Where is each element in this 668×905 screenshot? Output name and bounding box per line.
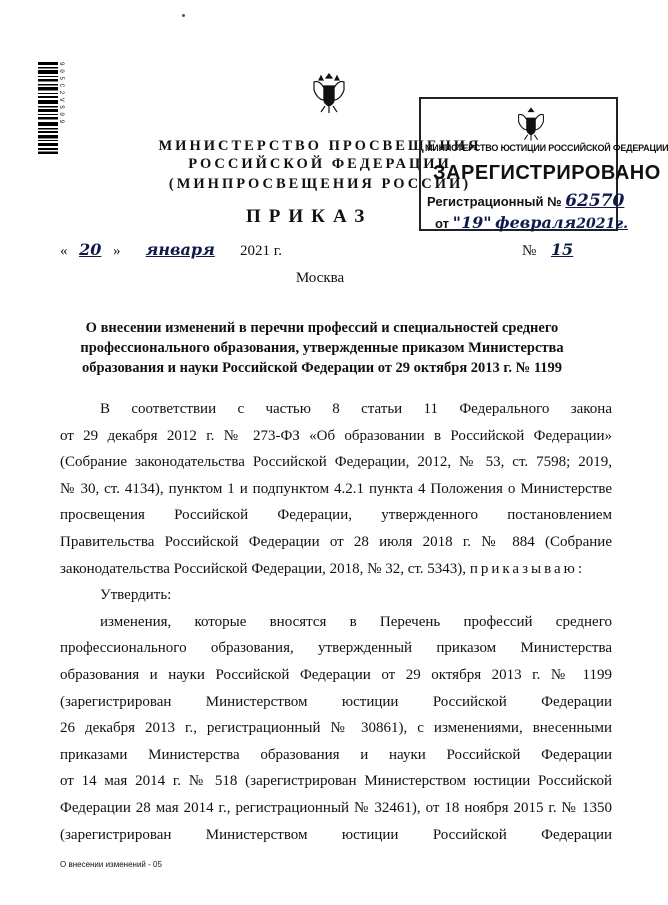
order-number-label: № [522, 243, 537, 259]
stamp-date-year: 2021г. [576, 216, 629, 232]
body-line: (зарегистрирован Министерством юстиции Российской Федерации [60, 826, 612, 843]
stamp-date-prefix: от [435, 216, 449, 231]
order-date-year: 2021 г. [240, 243, 282, 259]
order-body [60, 396, 612, 848]
ministry-abbreviation: (МИНПРОСВЕЩЕНИЯ РОССИИ) [168, 176, 472, 192]
order-number [522, 240, 584, 260]
body-line: образования и науки Российской Федерации от 29 октября 2013 г. № 1199 [60, 666, 612, 683]
order-heading [72, 318, 572, 378]
order-date-month: января [145, 240, 215, 259]
coat-of-arms-icon [308, 70, 350, 116]
body-line: В соответствии с частью 8 статьи 11 Федерального закона [100, 401, 612, 417]
order-date-day: 20 [79, 240, 102, 259]
document-type-title: ПРИКАЗ [246, 206, 373, 227]
order-date [60, 240, 282, 260]
body-line: от 29 декабря 2012 г. № 273-ФЗ «Об образовании в Российской Федерации» [60, 427, 612, 444]
order-verb: приказываю: [469, 560, 586, 577]
body-line: изменения, которые вносятся в Перечень профессий среднего [100, 613, 612, 630]
heading-line: профессионального образования, утвержденные приказом Министерства [80, 340, 564, 356]
stamp-reg-label: Регистрационный № [427, 194, 562, 209]
heading-line: образования и науки Российской Федерации от 29 октября 2013 г. № 1199 [81, 360, 563, 376]
date-close-quote: » [113, 243, 121, 259]
body-line: № 30, ст. 4134), пунктом 1 и подпунктом 4.2.1 пункта 4 Положения о Министерстве [60, 480, 612, 497]
stamp-date-month: февраля [495, 213, 577, 232]
body-line: (Собрание законодательства Российской Федерации, 2012, № 53, ст. 7598; 2019, [60, 454, 612, 471]
body-line: (зарегистрирован Министерством юстиции Российской Федерации [60, 693, 612, 710]
stamp-date-line [435, 213, 628, 232]
stamp-authority: МИНИСТЕРСТВО ЮСТИЦИИ РОССИЙСКОЙ ФЕДЕРАЦИИ [425, 143, 668, 153]
body-line: Правительства Российской Федерации от 28 июля 2018 г. № 884 (Собрание [60, 533, 612, 550]
approve-line: Утвердить: [100, 587, 172, 604]
body-line: от 14 мая 2014 г. № 518 (зарегистрирован Министерством юстиции Российской [60, 773, 612, 790]
body-line-text: законодательства Российской Федерации, 2018, № 32, ст. 5343), [60, 560, 470, 577]
order-city: Москва [295, 270, 345, 286]
heading-line: О внесении изменений в перечни профессий и специальностей среднего [85, 320, 559, 336]
footer-note: О внесении изменений - 05 [60, 860, 162, 869]
stamp-reg-line [427, 191, 624, 211]
body-line: Федерации 28 мая 2014 г., регистрационный № 32461), от 18 ноября 2015 г. № 1350 [60, 799, 612, 816]
stamp-reg-number: 62570 [565, 191, 625, 211]
body-line [60, 556, 612, 583]
registration-stamp [419, 97, 668, 232]
body-line: просвещения Российской Федерации, утвержденного постановлением [60, 507, 612, 524]
date-open-quote: « [60, 243, 68, 259]
stamp-date-day: "19" [452, 213, 492, 232]
stamp-status: ЗАРЕГИСТРИРОВАНО [433, 162, 661, 184]
body-line: 26 декабря 2013 г., регистрационный № 30861), с изменениями, внесенными [60, 720, 612, 737]
ministry-name-line1: МИНИСТЕРСТВО ПРОСВЕЩЕНИЯ [158, 138, 482, 154]
stamp-emblem-icon [513, 105, 549, 143]
ministry-name-line2: РОССИЙСКОЙ ФЕДЕРАЦИИ [188, 156, 452, 172]
body-line: профессионального образования, утвержденный приказом Министерства [60, 640, 612, 657]
order-number-value: 15 [550, 240, 574, 259]
scan-dot [182, 14, 185, 17]
body-line: приказами Министерства образования и науки Российской Федерации [60, 746, 612, 763]
barcode-digits: 9 0 5 C 2 V S 0 9 [58, 62, 65, 124]
